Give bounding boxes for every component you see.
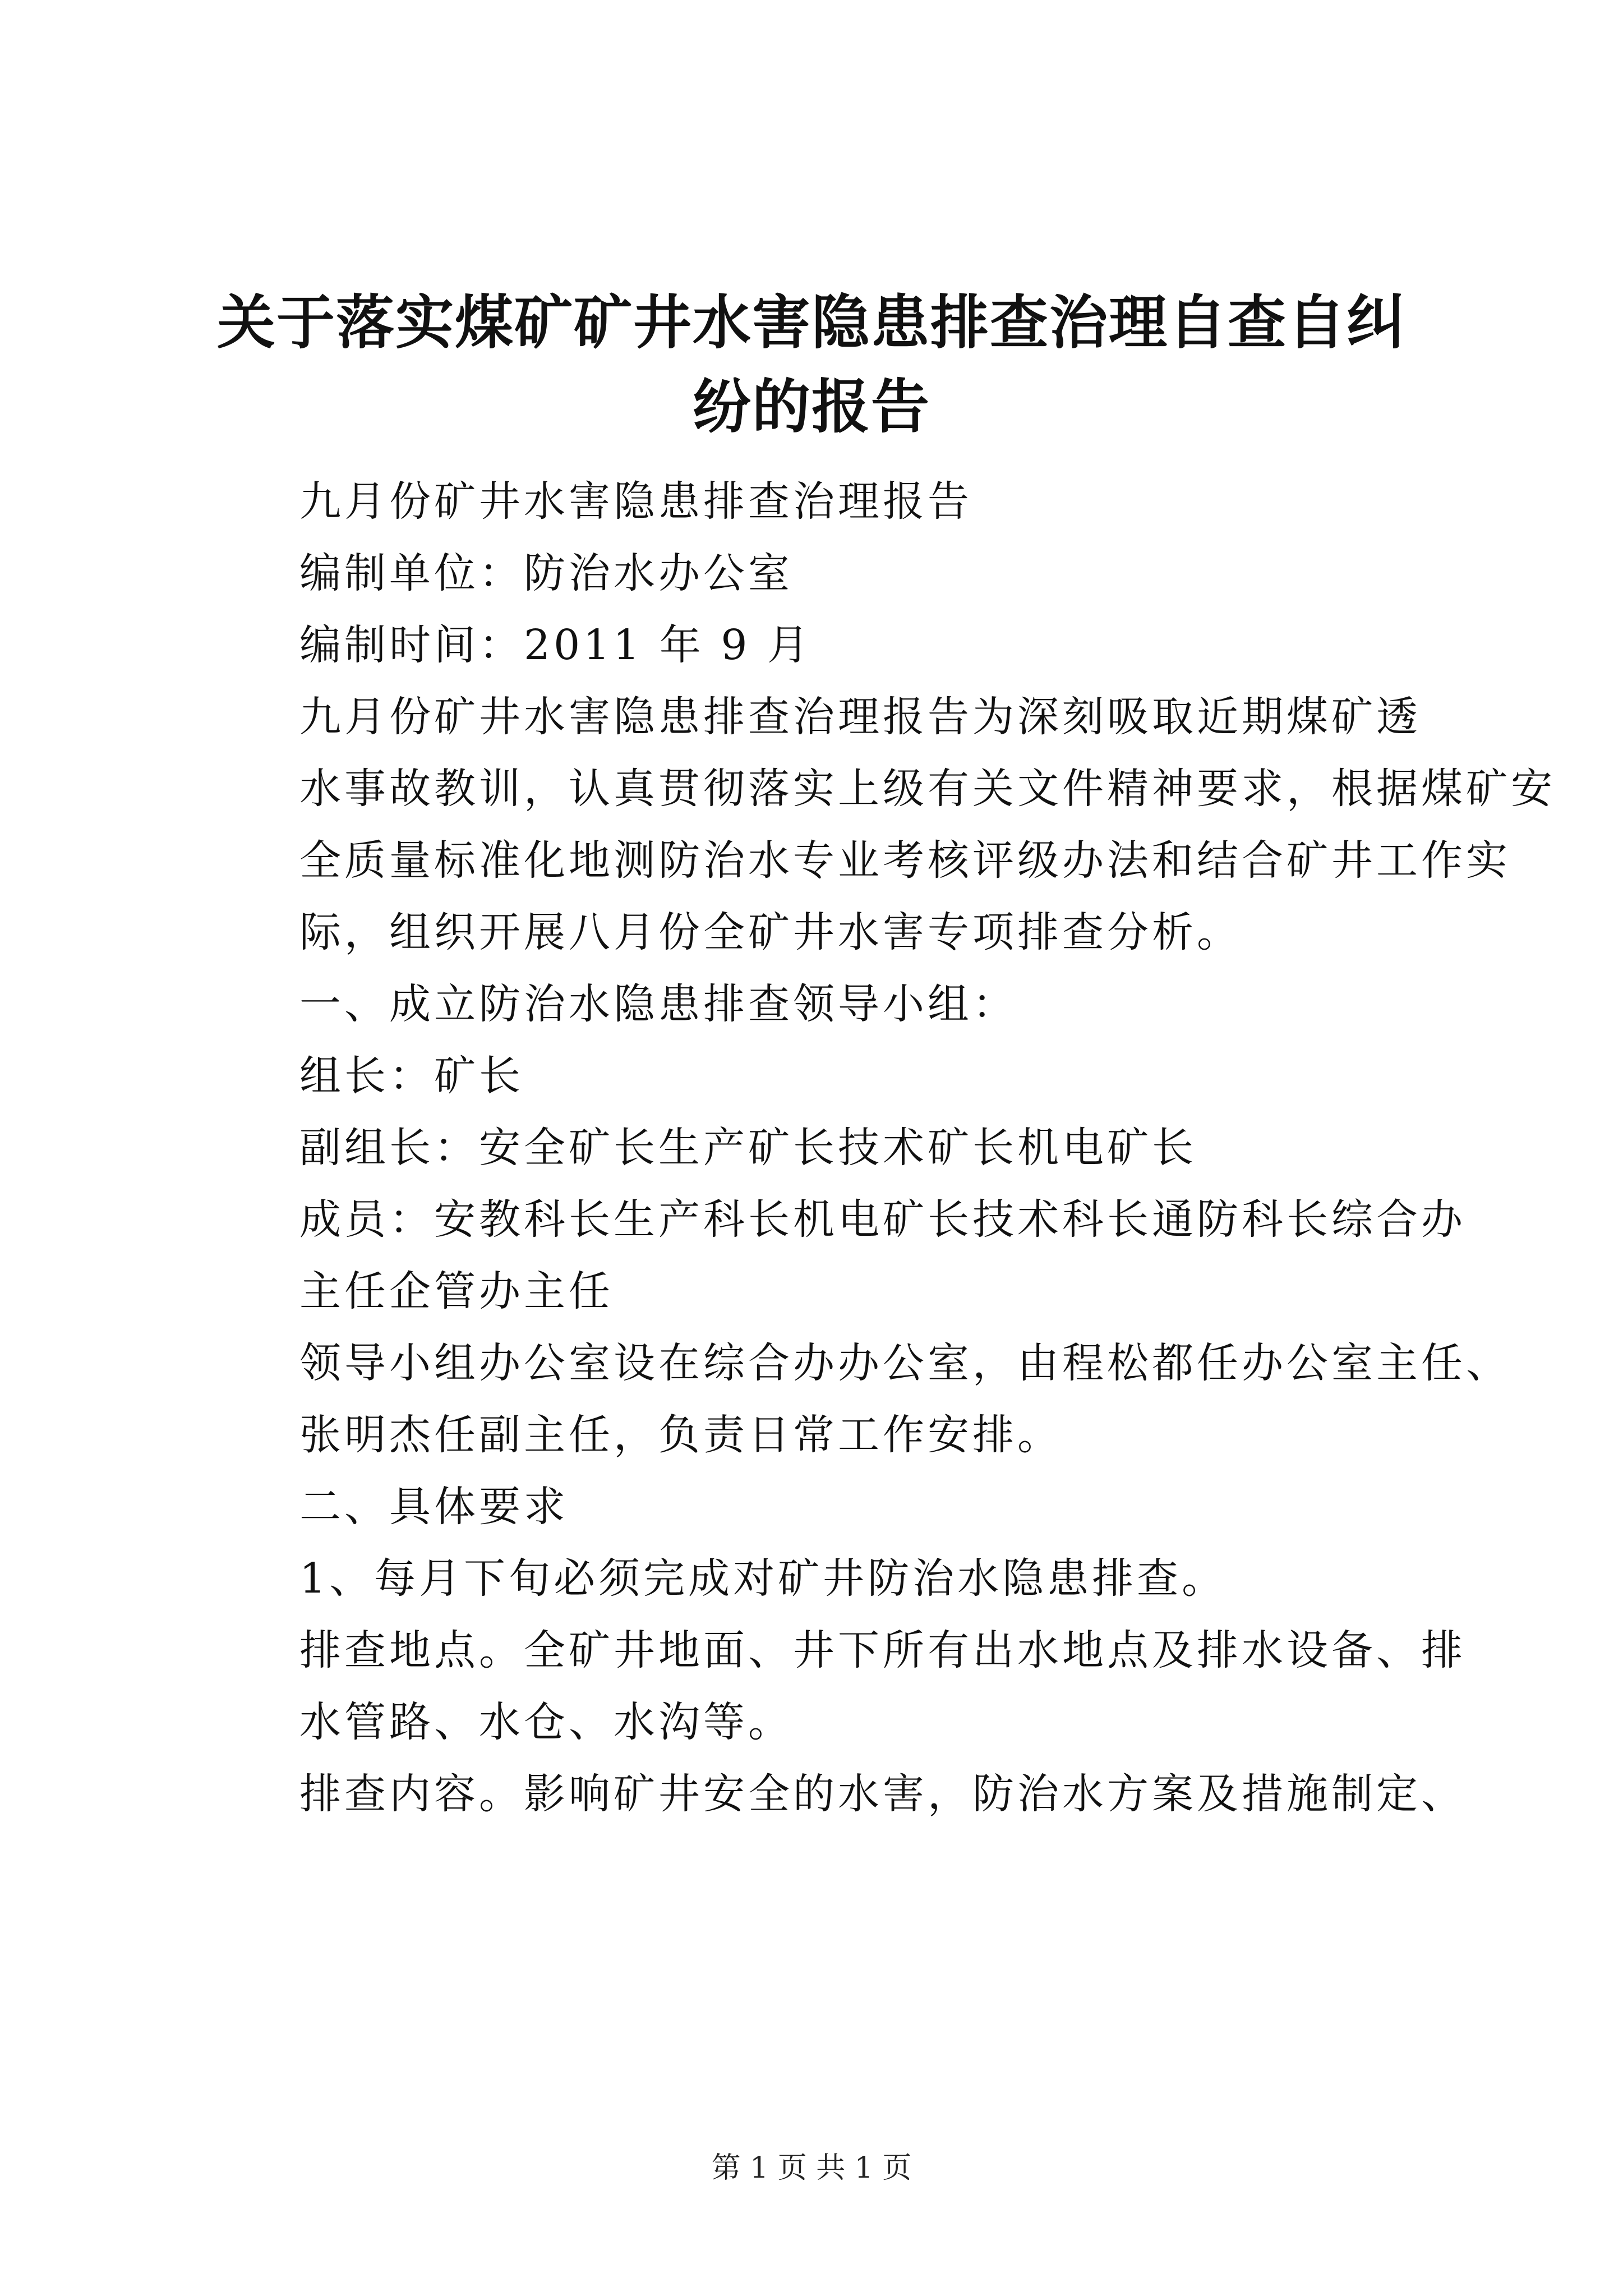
section-heading-2	[216, 1471, 1417, 1543]
text-line: 际，组织开展八月份全矿井水害专项排查分析。	[299, 908, 1242, 956]
section-heading-1	[216, 968, 1417, 1040]
paragraph-inspection-content	[216, 1758, 1466, 1830]
text-line: 排查地点。全矿井地面、井下所有出水地点及排水设备、排	[299, 1626, 1466, 1674]
paragraph-compiling-date	[216, 609, 1417, 681]
document-body	[216, 466, 1556, 1830]
text-line: 一、成立防治水隐患排查领导小组：	[299, 980, 1017, 1028]
paragraph-inspection-locations	[216, 1614, 1466, 1758]
paragraph-requirement-1	[216, 1543, 1417, 1614]
text-line: 编制时间：2011 年 9 月	[299, 621, 812, 669]
text-line: 组长：矿长	[299, 1052, 524, 1100]
text-line: 副组长：安全矿长生产矿长技术矿长机电矿长	[299, 1124, 1197, 1172]
text-line: 排查内容。影响矿井安全的水害，防治水方案及措施制定、	[299, 1770, 1466, 1818]
paragraph-compiling-unit	[216, 537, 1417, 609]
title-line-2: 纷的报告	[692, 372, 930, 441]
paragraph-report-name	[216, 466, 1417, 537]
text-line: 成员：安教科长生产科长机电矿长技术科长通防科长综合办	[299, 1195, 1466, 1244]
paragraph-deputy-leader	[216, 1112, 1417, 1184]
document-title	[168, 280, 1455, 449]
text-line: 张明杰任副主任，负责日常工作安排。	[299, 1411, 1062, 1459]
title-line-1: 关于落实煤矿矿井水害隐患排查治理自查自纠	[216, 288, 1406, 357]
text-line: 编制单位：防治水办公室	[299, 549, 793, 597]
text-line: 水管路、水仓、水沟等。	[299, 1698, 793, 1746]
text-line: 1、每月下旬必须完成对矿井防治水隐患排查。	[299, 1554, 1227, 1603]
text-line: 九月份矿井水害隐患排查治理报告	[299, 477, 972, 526]
paragraph-group-leader	[216, 1040, 1417, 1112]
text-line: 全质量标准化地测防治水专业考核评级办法和结合矿井工作实	[299, 836, 1511, 885]
text-line: 主任企管办主任	[299, 1267, 614, 1315]
text-line: 二、具体要求	[299, 1483, 569, 1531]
paragraph-introduction	[216, 681, 1556, 968]
text-line: 领导小组办公室设在综合办办公室，由程松都任办公室主任、	[299, 1339, 1511, 1387]
page-footer: 第 1 页 共 1 页	[711, 2151, 912, 2185]
paragraph-members	[216, 1184, 1466, 1327]
paragraph-office	[216, 1327, 1511, 1471]
text-line: 九月份矿井水害隐患排查治理报告为深刻吸取近期煤矿透	[299, 693, 1421, 741]
text-line: 水事故教训，认真贯彻落实上级有关文件精神要求，根据煤矿安	[299, 765, 1556, 813]
